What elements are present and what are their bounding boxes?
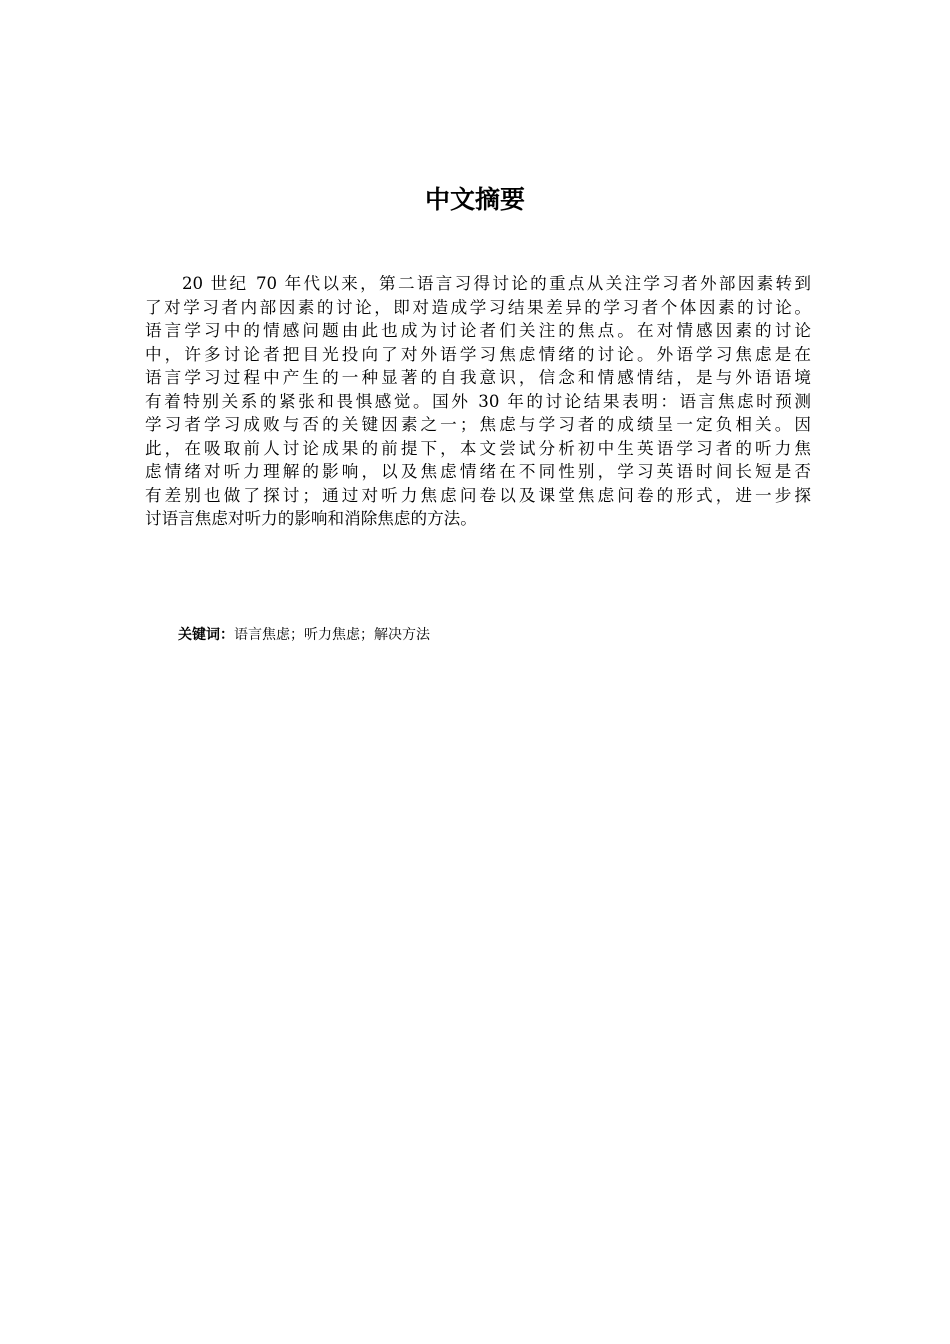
abstract-line: 中，许多讨论者把目光投向了对外语学习焦虑情绪的讨论。外语学习焦虑是在	[145, 344, 811, 364]
abstract-line: 了对学习者内部因素的讨论，即对造成学习结果差异的学习者个体因素的讨论。	[145, 297, 811, 317]
abstract-line: 20 世纪 70 年代以来，第二语言习得讨论的重点从关注学习者外部因素转到	[182, 274, 811, 293]
abstract-line: 有着特别关系的紧张和畏惧感觉。国外 30 年的讨论结果表明：语言焦虑时预测	[145, 391, 811, 411]
abstract-line: 讨语言焦虑对听力的影响和消除焦虑的方法。	[145, 509, 477, 528]
page-title: 中文摘要	[424, 185, 525, 214]
abstract-line: 语言学习中的情感问题由此也成为讨论者们关注的焦点。在对情感因素的讨论	[145, 321, 811, 340]
keywords-line	[178, 624, 430, 647]
abstract-paragraph	[145, 272, 811, 531]
abstract-line: 此，在吸取前人讨论成果的前提下，本文尝试分析初中生英语学习者的听力焦	[145, 438, 811, 458]
abstract-line: 语言学习过程中产生的一种显著的自我意识，信念和情感情结，是与外语语境	[145, 368, 811, 387]
abstract-line: 虑情绪对听力理解的影响，以及焦虑情绪在不同性别，学习英语时间长短是否	[145, 462, 811, 481]
keywords-label: 关键词：	[178, 627, 234, 643]
abstract-line: 学习者学习成败与否的关键因素之一；焦虑与学习者的成绩呈一定负相关。因	[145, 415, 811, 434]
keywords-value: 语言焦虑；听力焦虑；解决方法	[234, 627, 430, 643]
abstract-line: 有差别也做了探讨；通过对听力焦虑问卷以及课堂焦虑问卷的形式，进一步探	[145, 485, 811, 505]
